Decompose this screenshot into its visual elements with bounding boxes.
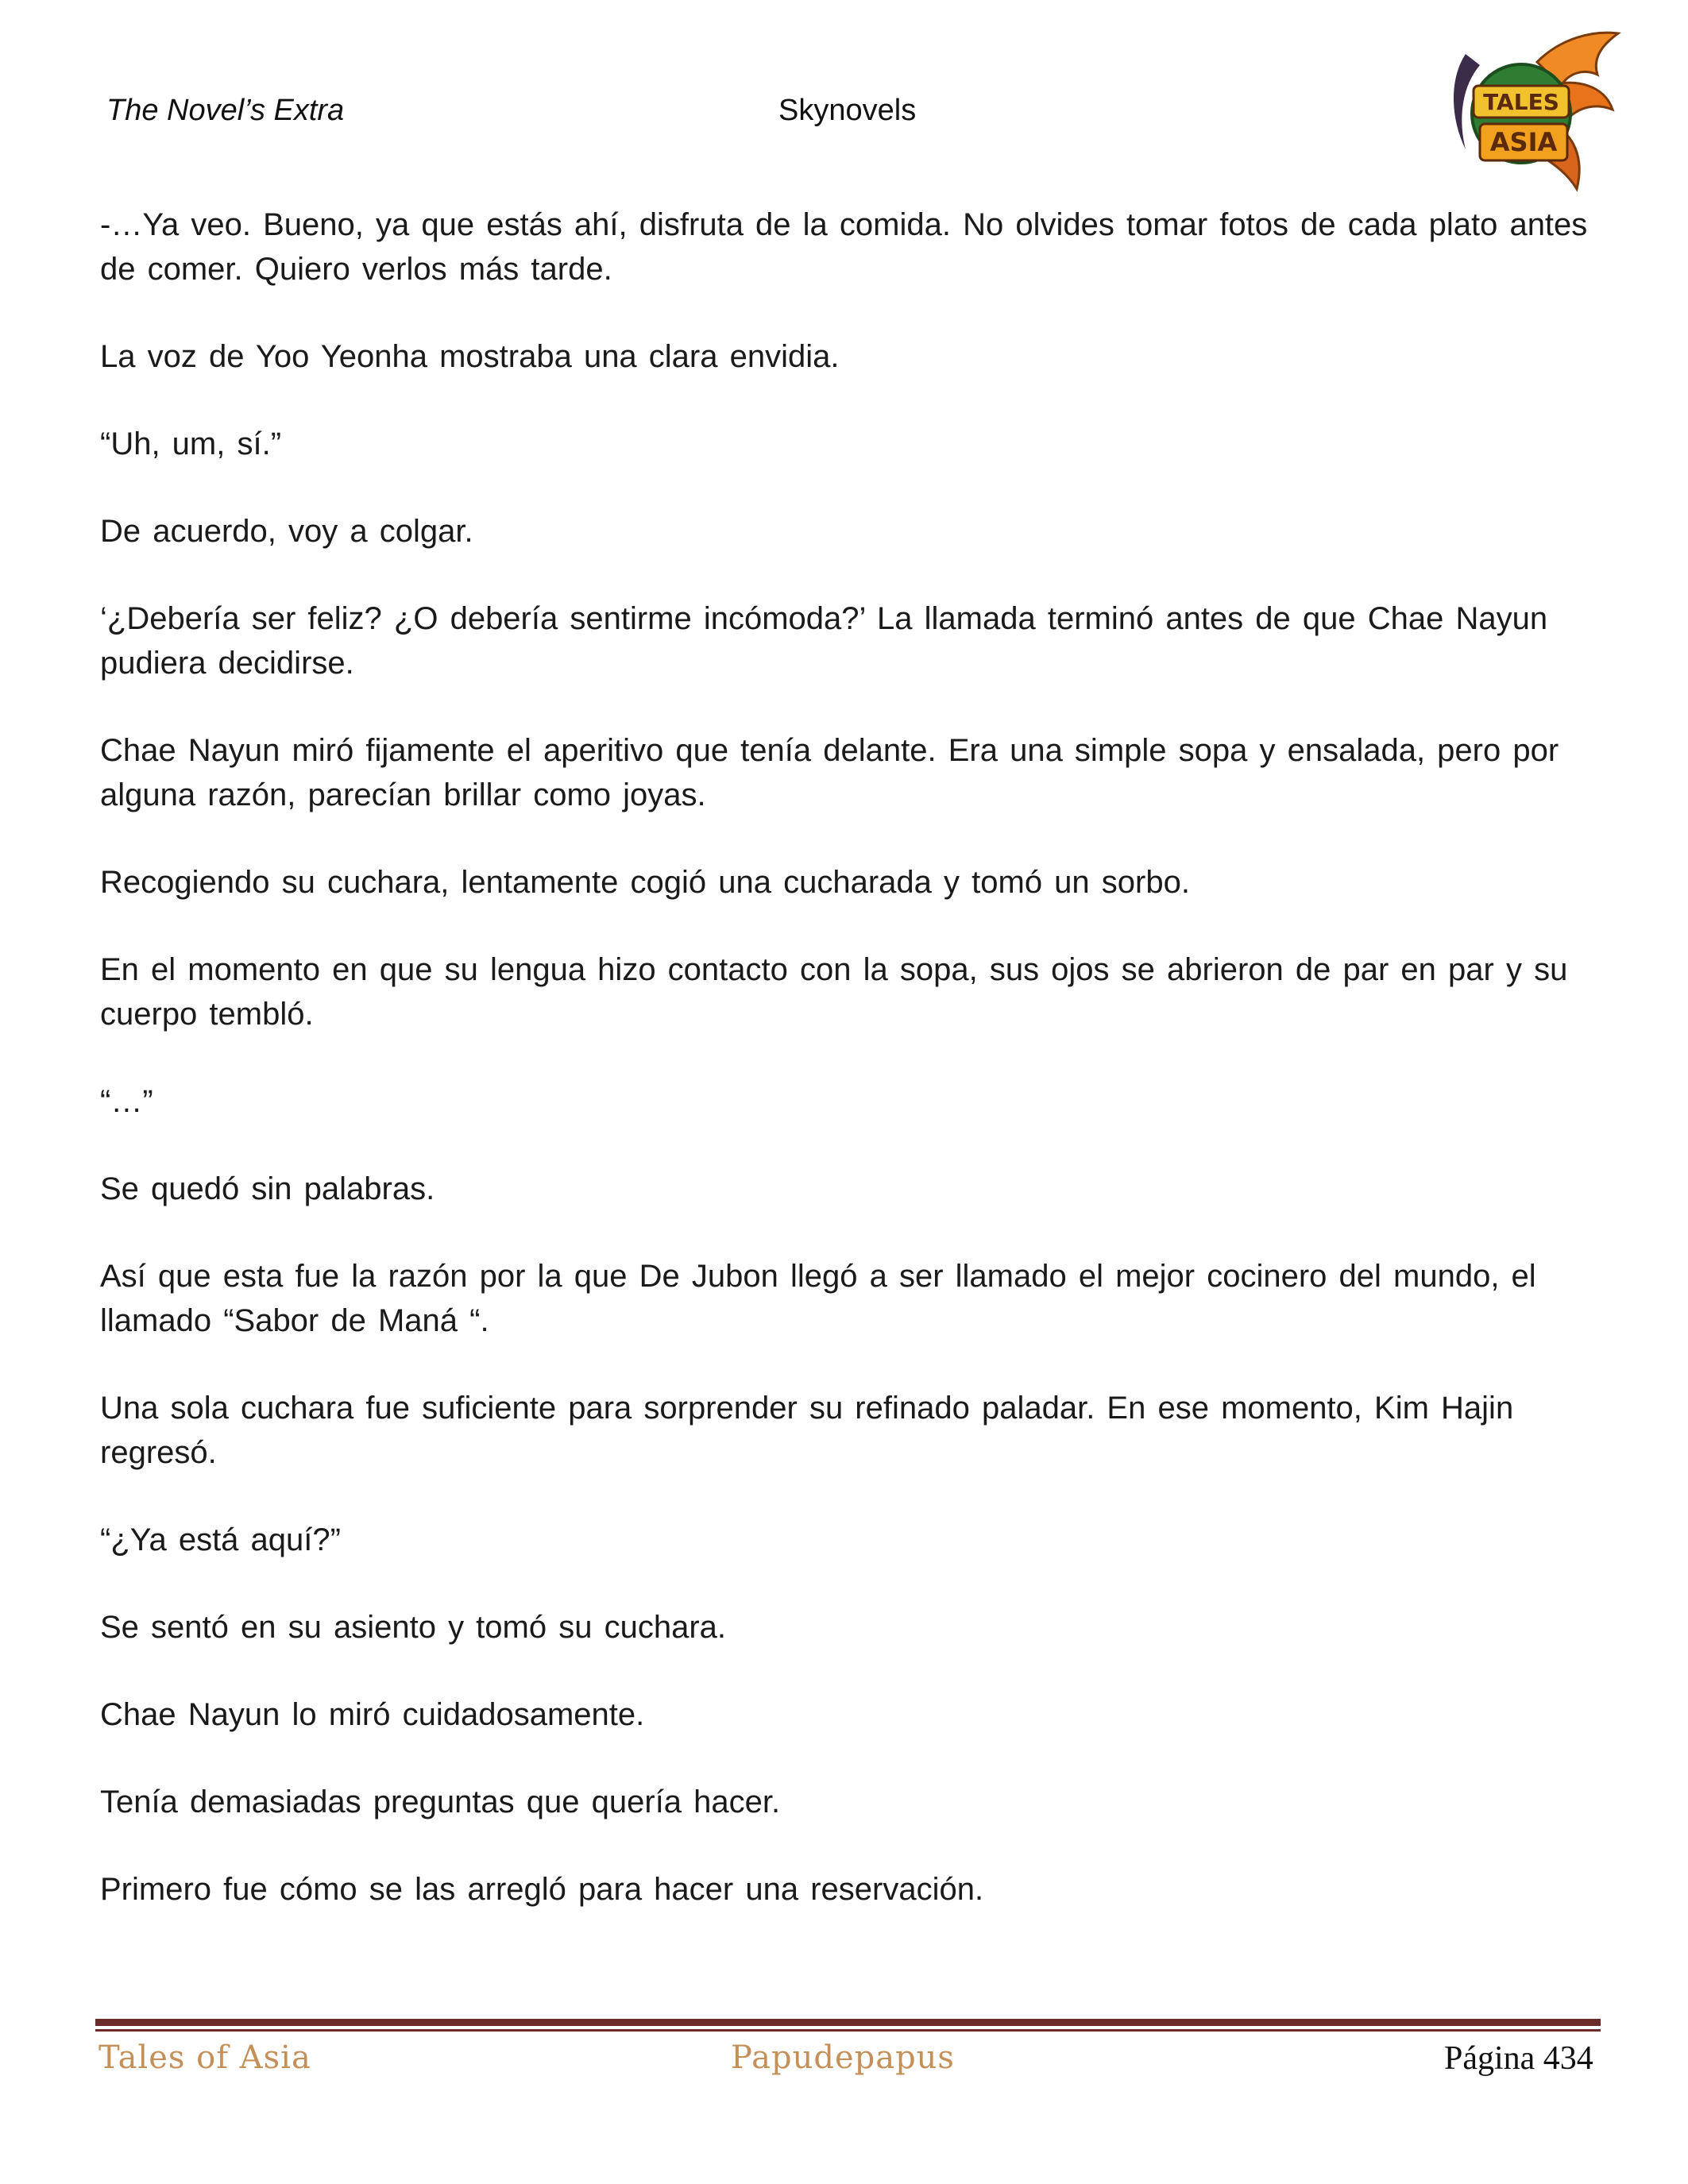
paragraph: Primero fue cómo se las arregló para hacer una reservación. [100,1872,984,1907]
paragraph: Chae Nayun miró fijamente el aperitivo que tenía delante. Era una simple sopa y ensalada, pero por alguna razón, parecían brillar como joyas. [100,733,1559,812]
paragraph: Una sola cuchara fue suficiente para sorprender su refinado paladar. En ese momento, Kim Hajin regresó. [100,1391,1514,1470]
paragraph: “Uh, um, sí.” [100,426,282,461]
paragraph: ‘¿Debería ser feliz? ¿O debería sentirme incómoda?’ La llamada terminó antes de que Chae Nayun pudiera decidirse. [100,601,1548,681]
paragraph: Chae Nayun lo miró cuidadosamente. [100,1697,645,1732]
footer-divider [95,2019,1601,2026]
paragraph: En el momento en que su lengua hizo contacto con la sopa, sus ojos se abrieron de par en par y su cuerpo tembló. [100,952,1568,1032]
paragraph: Se quedó sin palabras. [100,1171,435,1206]
paragraph: Tenía demasiadas preguntas que quería hacer. [100,1785,781,1819]
paragraph: “¿Ya está aquí?” [100,1522,341,1557]
site-name: Skynovels [778,94,917,127]
chapter-body [100,203,1593,1954]
paragraph: Se sentó en su asiento y tomó su cuchara. [100,1610,726,1645]
footer-publisher: Tales of Asia [98,2039,311,2076]
footer-divider-thin [95,2029,1601,2032]
tales-of-asia-logo [1442,30,1624,201]
paragraph: -…Ya veo. Bueno, ya que estás ahí, disfruta de la comida. No olvides tomar fotos de cada plato antes de comer. Quiero verlos más tarde. [100,207,1588,287]
book-title: The Novel’s Extra [106,94,345,127]
svg-text:TALES: TALES [1483,89,1559,115]
page-number: Página 434 [1444,2040,1593,2077]
paragraph: De acuerdo, voy a colgar. [100,514,473,549]
paragraph: “…” [100,1084,153,1119]
paragraph: Así que esta fue la razón por la que De Jubon llegó a ser llamado el mejor cocinero del mundo, el llamado “Sabor de Maná “. [100,1259,1536,1338]
footer-translator: Papudepapus [731,2039,955,2076]
paragraph: Recogiendo su cuchara, lentamente cogió una cucharada y tomó un sorbo. [100,865,1190,900]
svg-text:ASIA: ASIA [1489,127,1558,157]
paragraph: La voz de Yoo Yeonha mostraba una clara envidia. [100,339,840,374]
